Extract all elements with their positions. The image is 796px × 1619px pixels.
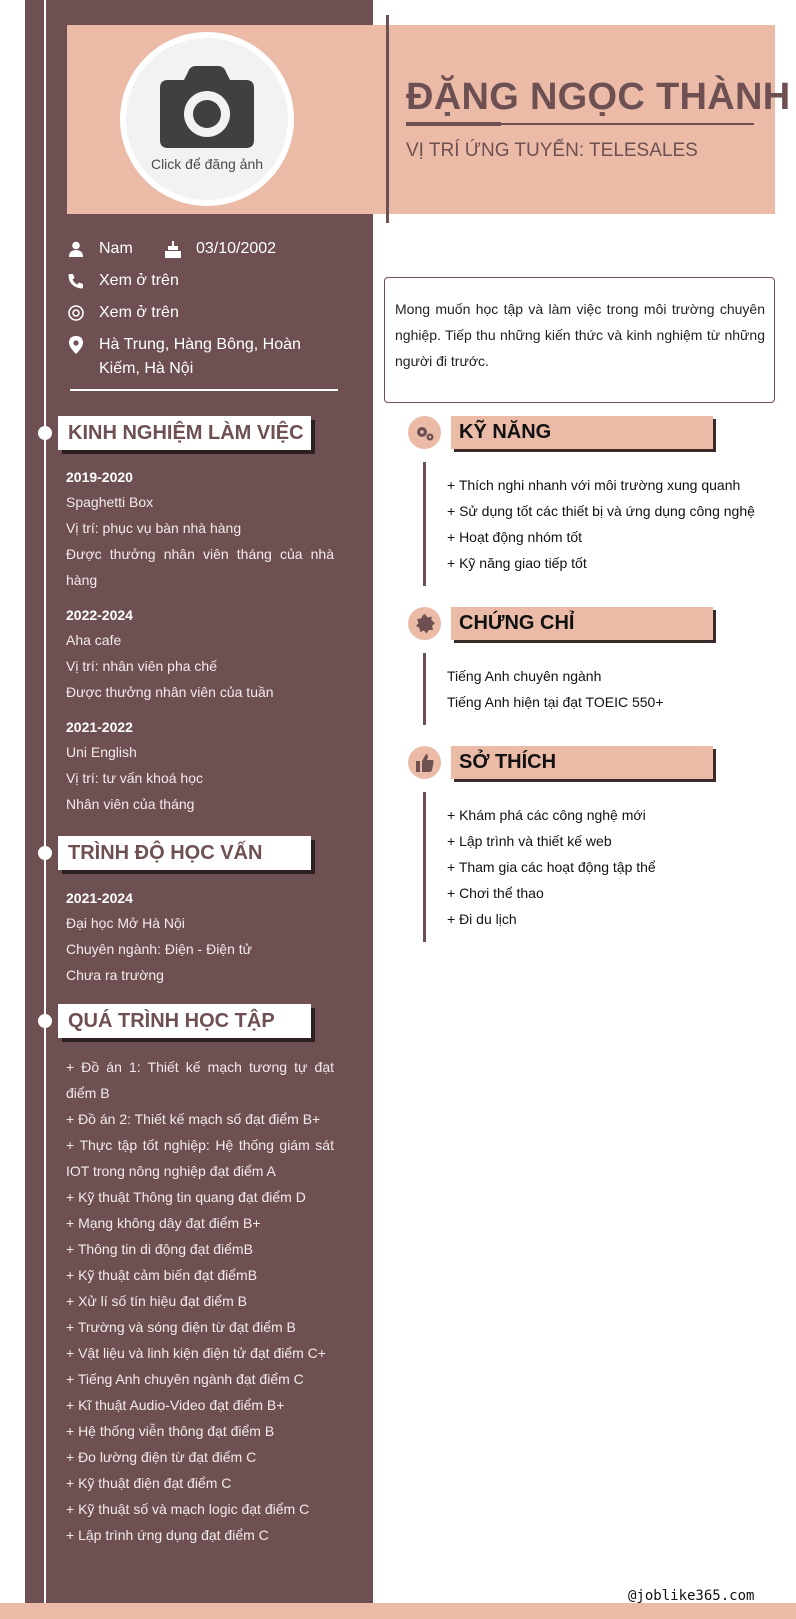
address-line-1: Hà Trung, Hàng Bông, Hoàn bbox=[99, 336, 301, 353]
section-rail bbox=[423, 792, 426, 942]
experience-company: Spaghetti Box bbox=[66, 494, 154, 510]
study-item: + Kĩ thuật Audio-Video đạt điểm B+ bbox=[66, 1397, 285, 1413]
study-item: + Đồ án 2: Thiết kế mạch số đạt điểm B+ bbox=[66, 1111, 321, 1127]
header-divider bbox=[386, 15, 389, 223]
experience-period: 2019-2020 bbox=[66, 469, 133, 485]
education-school: Đại học Mở Hà Nội bbox=[66, 915, 185, 931]
address-text bbox=[99, 333, 301, 381]
section-rail bbox=[423, 653, 426, 725]
study-item: + Hệ thống viễn thông đạt điểm B bbox=[66, 1423, 275, 1439]
section-header-hobbies bbox=[451, 746, 713, 779]
section-header-experience bbox=[58, 416, 311, 450]
thumbs-up-icon bbox=[408, 746, 441, 779]
section-header-education bbox=[58, 836, 311, 870]
skill-item: + Thích nghi nhanh với môi trường xung quanh bbox=[447, 477, 741, 493]
email-text: Xem ở trên bbox=[99, 304, 179, 321]
study-item: + Thông tin di động đạt điểmB bbox=[66, 1241, 253, 1257]
study-item: + Trường và sóng điện từ đạt điểm B bbox=[66, 1319, 296, 1335]
section-rail bbox=[423, 462, 426, 586]
study-item: + Vật liệu và linh kiện điện tử đạt điểm C+ bbox=[66, 1345, 326, 1361]
birthday-text: 03/10/2002 bbox=[196, 240, 277, 257]
map-pin-icon bbox=[67, 333, 85, 357]
education-period: 2021-2024 bbox=[66, 890, 133, 906]
skills-list bbox=[447, 472, 767, 576]
section-title: SỞ THÍCH bbox=[459, 751, 557, 773]
certificate-item: Tiếng Anh hiện tại đạt TOEIC 550+ bbox=[447, 694, 664, 710]
education-status: Chưa ra trường bbox=[66, 967, 164, 983]
section-header-study bbox=[58, 1004, 311, 1038]
experience-list bbox=[66, 467, 334, 829]
gender-text: Nam bbox=[99, 240, 133, 257]
phone-text: Xem ở trên bbox=[99, 272, 179, 289]
watermark: @joblike365.com bbox=[628, 1588, 755, 1604]
hobby-item: + Khám phá các công nghệ mới bbox=[447, 807, 646, 823]
skill-item: + Kỹ năng giao tiếp tốt bbox=[447, 555, 587, 571]
address-row bbox=[67, 333, 301, 381]
experience-note: Nhân viên của tháng bbox=[66, 796, 195, 812]
study-item: + Tiếng Anh chuyên ngành đạt điểm C bbox=[66, 1371, 304, 1387]
experience-note: Được thưởng nhân viên tháng của nhà hàng bbox=[66, 546, 334, 588]
at-sign-icon bbox=[67, 301, 85, 325]
experience-company: Aha cafe bbox=[66, 632, 122, 648]
education-major: Chuyên ngành: Điện - Điện tử bbox=[66, 941, 253, 957]
experience-item bbox=[66, 467, 334, 593]
certificates-list bbox=[447, 663, 767, 715]
footer-band bbox=[0, 1603, 796, 1619]
email-row bbox=[67, 301, 179, 325]
user-icon bbox=[67, 237, 85, 261]
section-title: CHỨNG CHỈ bbox=[459, 612, 575, 634]
section-header-skills bbox=[451, 416, 713, 449]
experience-period: 2021-2022 bbox=[66, 719, 133, 735]
experience-item bbox=[66, 717, 334, 817]
timeline-dot bbox=[38, 1014, 52, 1028]
photo-caption: Click để đăng ảnh bbox=[150, 156, 264, 172]
study-item: + Thực tập tốt nghiệp: Hệ thống giám sát IOT trong nông nghiệp đạt điểm A bbox=[66, 1137, 334, 1179]
experience-role: Vị trí: nhân viên pha chế bbox=[66, 658, 217, 674]
address-line-2: Kiếm, Hà Nội bbox=[99, 360, 194, 377]
study-item: + Lập trình ứng dụng đạt điểm C bbox=[66, 1527, 269, 1543]
birthday-cake-icon bbox=[164, 237, 182, 261]
section-title: TRÌNH ĐỘ HỌC VẤN bbox=[68, 842, 263, 864]
study-list bbox=[66, 1054, 334, 1548]
experience-role: Vị trí: tư vấn khoá học bbox=[66, 770, 203, 786]
gender-row bbox=[67, 237, 133, 261]
phone-row bbox=[67, 269, 179, 293]
name-underline-accent bbox=[406, 122, 501, 126]
applied-position: VỊ TRÍ ỨNG TUYỂN: TELESALES bbox=[406, 140, 698, 161]
study-item: + Đo lường điện từ đạt điểm C bbox=[66, 1449, 257, 1465]
candidate-name: ĐẶNG NGỌC THÀNH bbox=[406, 76, 791, 118]
hobbies-list bbox=[447, 802, 767, 932]
experience-role: Vị trí: phục vụ bàn nhà hàng bbox=[66, 520, 242, 536]
education-block bbox=[66, 888, 334, 988]
hobby-item: + Đi du lịch bbox=[447, 911, 517, 927]
timeline-dot bbox=[38, 426, 52, 440]
study-item: + Kỹ thuật điện đạt điểm C bbox=[66, 1475, 232, 1491]
study-item: + Kỹ thuật số và mạch logic đạt điểm C bbox=[66, 1501, 310, 1517]
skill-item: + Sử dụng tốt các thiết bị và ứng dụng công nghệ bbox=[447, 503, 755, 519]
section-header-certificates bbox=[451, 607, 713, 640]
section-title: KỸ NĂNG bbox=[459, 421, 552, 443]
experience-note: Được thưởng nhân viên của tuần bbox=[66, 684, 274, 700]
experience-item bbox=[66, 605, 334, 705]
study-item: + Kỹ thuật cảm biến đạt điểmB bbox=[66, 1267, 258, 1283]
section-title: KINH NGHIỆM LÀM VIỆC bbox=[68, 422, 304, 444]
timeline-dot bbox=[38, 846, 52, 860]
phone-icon bbox=[67, 269, 85, 293]
study-item: + Kỹ thuật Thông tin quang đạt điểm D bbox=[66, 1189, 306, 1205]
experience-company: Uni English bbox=[66, 744, 137, 760]
career-objective: Mong muốn học tập và làm việc trong môi trường chuyên nghiệp. Tiếp thu những kiến thức và kinh nghiệm từ những người đi trước. bbox=[384, 277, 775, 403]
gears-icon bbox=[408, 416, 441, 449]
study-item: + Đồ án 1: Thiết kế mạch tương tự đạt điểm B bbox=[66, 1059, 334, 1101]
sidebar-timeline-rail bbox=[44, 0, 46, 1603]
camera-icon bbox=[158, 64, 256, 150]
skill-item: + Hoạt động nhóm tốt bbox=[447, 529, 583, 545]
avatar-upload[interactable] bbox=[120, 32, 294, 206]
study-item: + Xử lí số tín hiệu đạt điểm B bbox=[66, 1293, 247, 1309]
experience-period: 2022-2024 bbox=[66, 607, 133, 623]
section-title: QUÁ TRÌNH HỌC TẬP bbox=[68, 1010, 275, 1032]
contact-divider bbox=[70, 389, 338, 391]
certificate-seal-icon bbox=[408, 607, 441, 640]
hobby-item: + Tham gia các hoạt động tập thể bbox=[447, 859, 656, 875]
hobby-item: + Chơi thể thao bbox=[447, 885, 544, 901]
certificate-item: Tiếng Anh chuyên ngành bbox=[447, 668, 602, 684]
birthday-row bbox=[164, 237, 276, 261]
hobby-item: + Lập trình và thiết kế web bbox=[447, 833, 612, 849]
study-item: + Mạng không dây đạt điểm B+ bbox=[66, 1215, 261, 1231]
